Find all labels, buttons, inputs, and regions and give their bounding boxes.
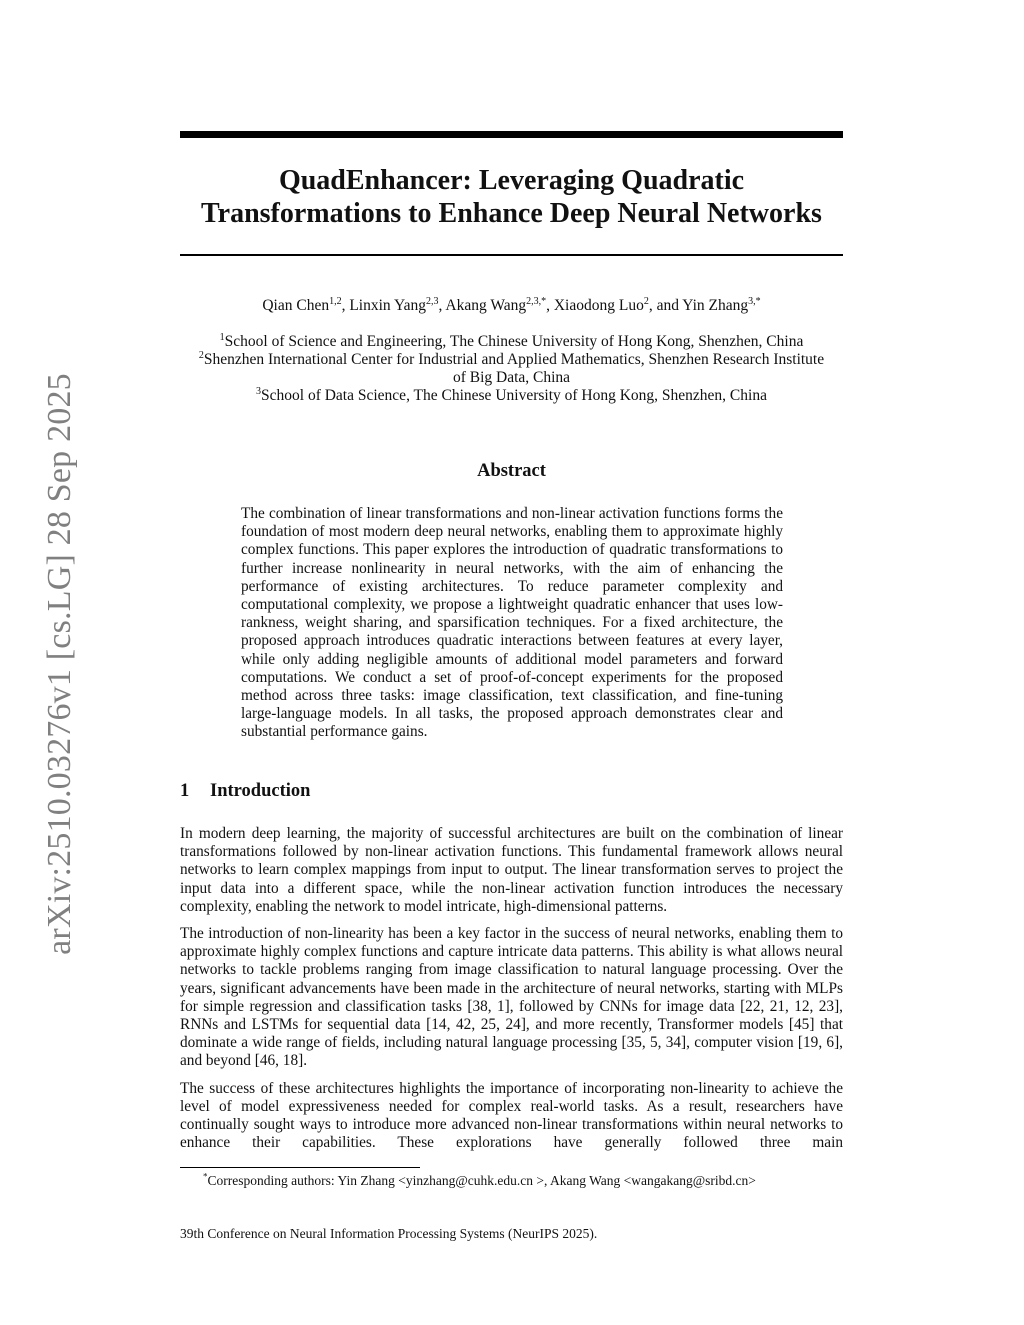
affiliation-text: Shenzhen International Center for Industrial and Applied Mathematics, Shenzhen Research Institute	[203, 351, 825, 368]
affiliation	[180, 333, 843, 351]
author	[554, 297, 682, 314]
author	[682, 297, 760, 314]
affiliation-mark: 2	[198, 349, 204, 361]
introduction-body	[180, 825, 843, 1161]
venue-note: 39th Conference on Neural Information Processing Systems (NeurIPS 2025).	[180, 1226, 598, 1241]
author-separator: ,	[546, 297, 554, 314]
author-separator: , and	[648, 297, 683, 314]
author-name: Yin Zhang	[682, 297, 749, 314]
title-line-1: QuadEnhancer: Leveraging Quadratic	[278, 165, 745, 196]
paper-title	[180, 164, 843, 230]
title-bottom-rule	[180, 254, 843, 256]
author-name: Linxin Yang	[349, 297, 426, 314]
body-paragraph: In modern deep learning, the majority of successful architectures are built on the combination of linear transformations followed by non-linear activation functions. This fundamental framework allows neural networks to learn complex mappings from input to output. The linear transformation serves to project the input data into a different space, while the non-linear activation function introduces the necessary complexity, enabling the network to model intricate, high-dimensional patterns.	[180, 825, 843, 915]
author-affil-mark: 2,3,*	[526, 295, 547, 307]
affiliation-continuation: of Big Data, China	[452, 369, 571, 386]
affiliation-list	[180, 333, 843, 405]
author	[349, 297, 445, 314]
footnote-mark: *	[203, 1171, 208, 1182]
body-paragraph: The introduction of non-linearity has been a key factor in the success of neural networks, enabling them to approximate highly complex functions and capture intricate data patterns. This ability is what allows neural networks to tackle problems ranging from image classification to natural language processing. Over the years, significant advancements have been made in the architecture of neural networks, starting with MLPs for simple regression and classification tasks [38, 1], followed by CNNs for image data [22, 21, 12, 23], RNNs and LSTMs for sequential data [14, 42, 25, 24], and more recently, Transformer models [45] that dominate a wide range of fields, including natural language processing [35, 5, 34], computer vision [19, 6], and beyond [46, 18].	[180, 925, 843, 1070]
author-name: Xiaodong Luo	[553, 297, 644, 314]
section-number: 1	[180, 781, 190, 801]
title-top-rule	[180, 131, 843, 138]
affiliation-text: School of Science and Engineering, The Chinese University of Hong Kong, Shenzhen, China	[224, 333, 804, 350]
author-separator: ,	[438, 297, 446, 314]
section-title: Introduction	[210, 781, 311, 801]
footnote-rule	[180, 1167, 420, 1168]
affiliation-text: School of Data Science, The Chinese University of Hong Kong, Shenzhen, China	[261, 387, 767, 404]
author-affil-mark: 1,2	[329, 295, 342, 307]
author	[262, 297, 349, 314]
author	[445, 297, 553, 314]
title-line-2: Transformations to Enhance Deep Neural Networks	[201, 198, 822, 229]
author-affil-mark: 2,3	[426, 295, 439, 307]
body-paragraph: The success of these architectures highlights the importance of incorporating non-linearity to achieve the level of model expressiveness needed for complex real-world tasks. As a result, researchers have continually sought ways to introduce more advanced non-linear transformations within neural networks to enhance their capabilities. These explorations have generally followed three main	[180, 1079, 843, 1152]
author-affil-mark: 2	[643, 295, 649, 307]
footnote-text: Corresponding authors: Yin Zhang <yinzhang@cuhk.edu.cn >, Akang Wang <wangakang@sribd.cn>	[207, 1173, 756, 1188]
affiliation-mark: 1	[219, 331, 225, 343]
footnote	[203, 1173, 756, 1189]
affiliation-mark: 3	[256, 385, 262, 397]
author-name: Qian Chen	[262, 297, 330, 314]
author-list	[180, 296, 843, 316]
author-affil-mark: 3,*	[748, 295, 761, 307]
author-separator: ,	[341, 297, 350, 314]
author-name: Akang Wang	[445, 297, 527, 314]
affiliation	[180, 351, 843, 369]
section-heading-introduction	[180, 781, 310, 802]
abstract-heading: Abstract	[477, 461, 546, 481]
abstract-text: The combination of linear transformations and non-linear activation functions forms the foundation of most modern deep neural networks, enabling them to approximate highly complex functions. This paper explores the introduction of quadratic transformations to further increase nonlinearity in neural networks, with the aim of enhancing the performance of existing architectures. To reduce parameter complexity and computational complexity, we propose a lightweight quadratic enhancer that uses low-rankness, weight sharing, and sparsification techniques. For a fixed architecture, the proposed approach introduces quadratic interactions between features at every layer, while only adding negligible amounts of additional model parameters and forward computations. We conduct a set of proof-of-concept experiments for the proposed method across three tasks: image classification, text classification, and fine-tuning large-language models. In all tasks, the proposed approach demonstrates clear and substantial performance gains.	[241, 505, 783, 741]
arxiv-identifier-stamp: arXiv:2510.03276v1 [cs.LG] 28 Sep 2025	[41, 373, 78, 955]
affiliation	[180, 387, 843, 405]
